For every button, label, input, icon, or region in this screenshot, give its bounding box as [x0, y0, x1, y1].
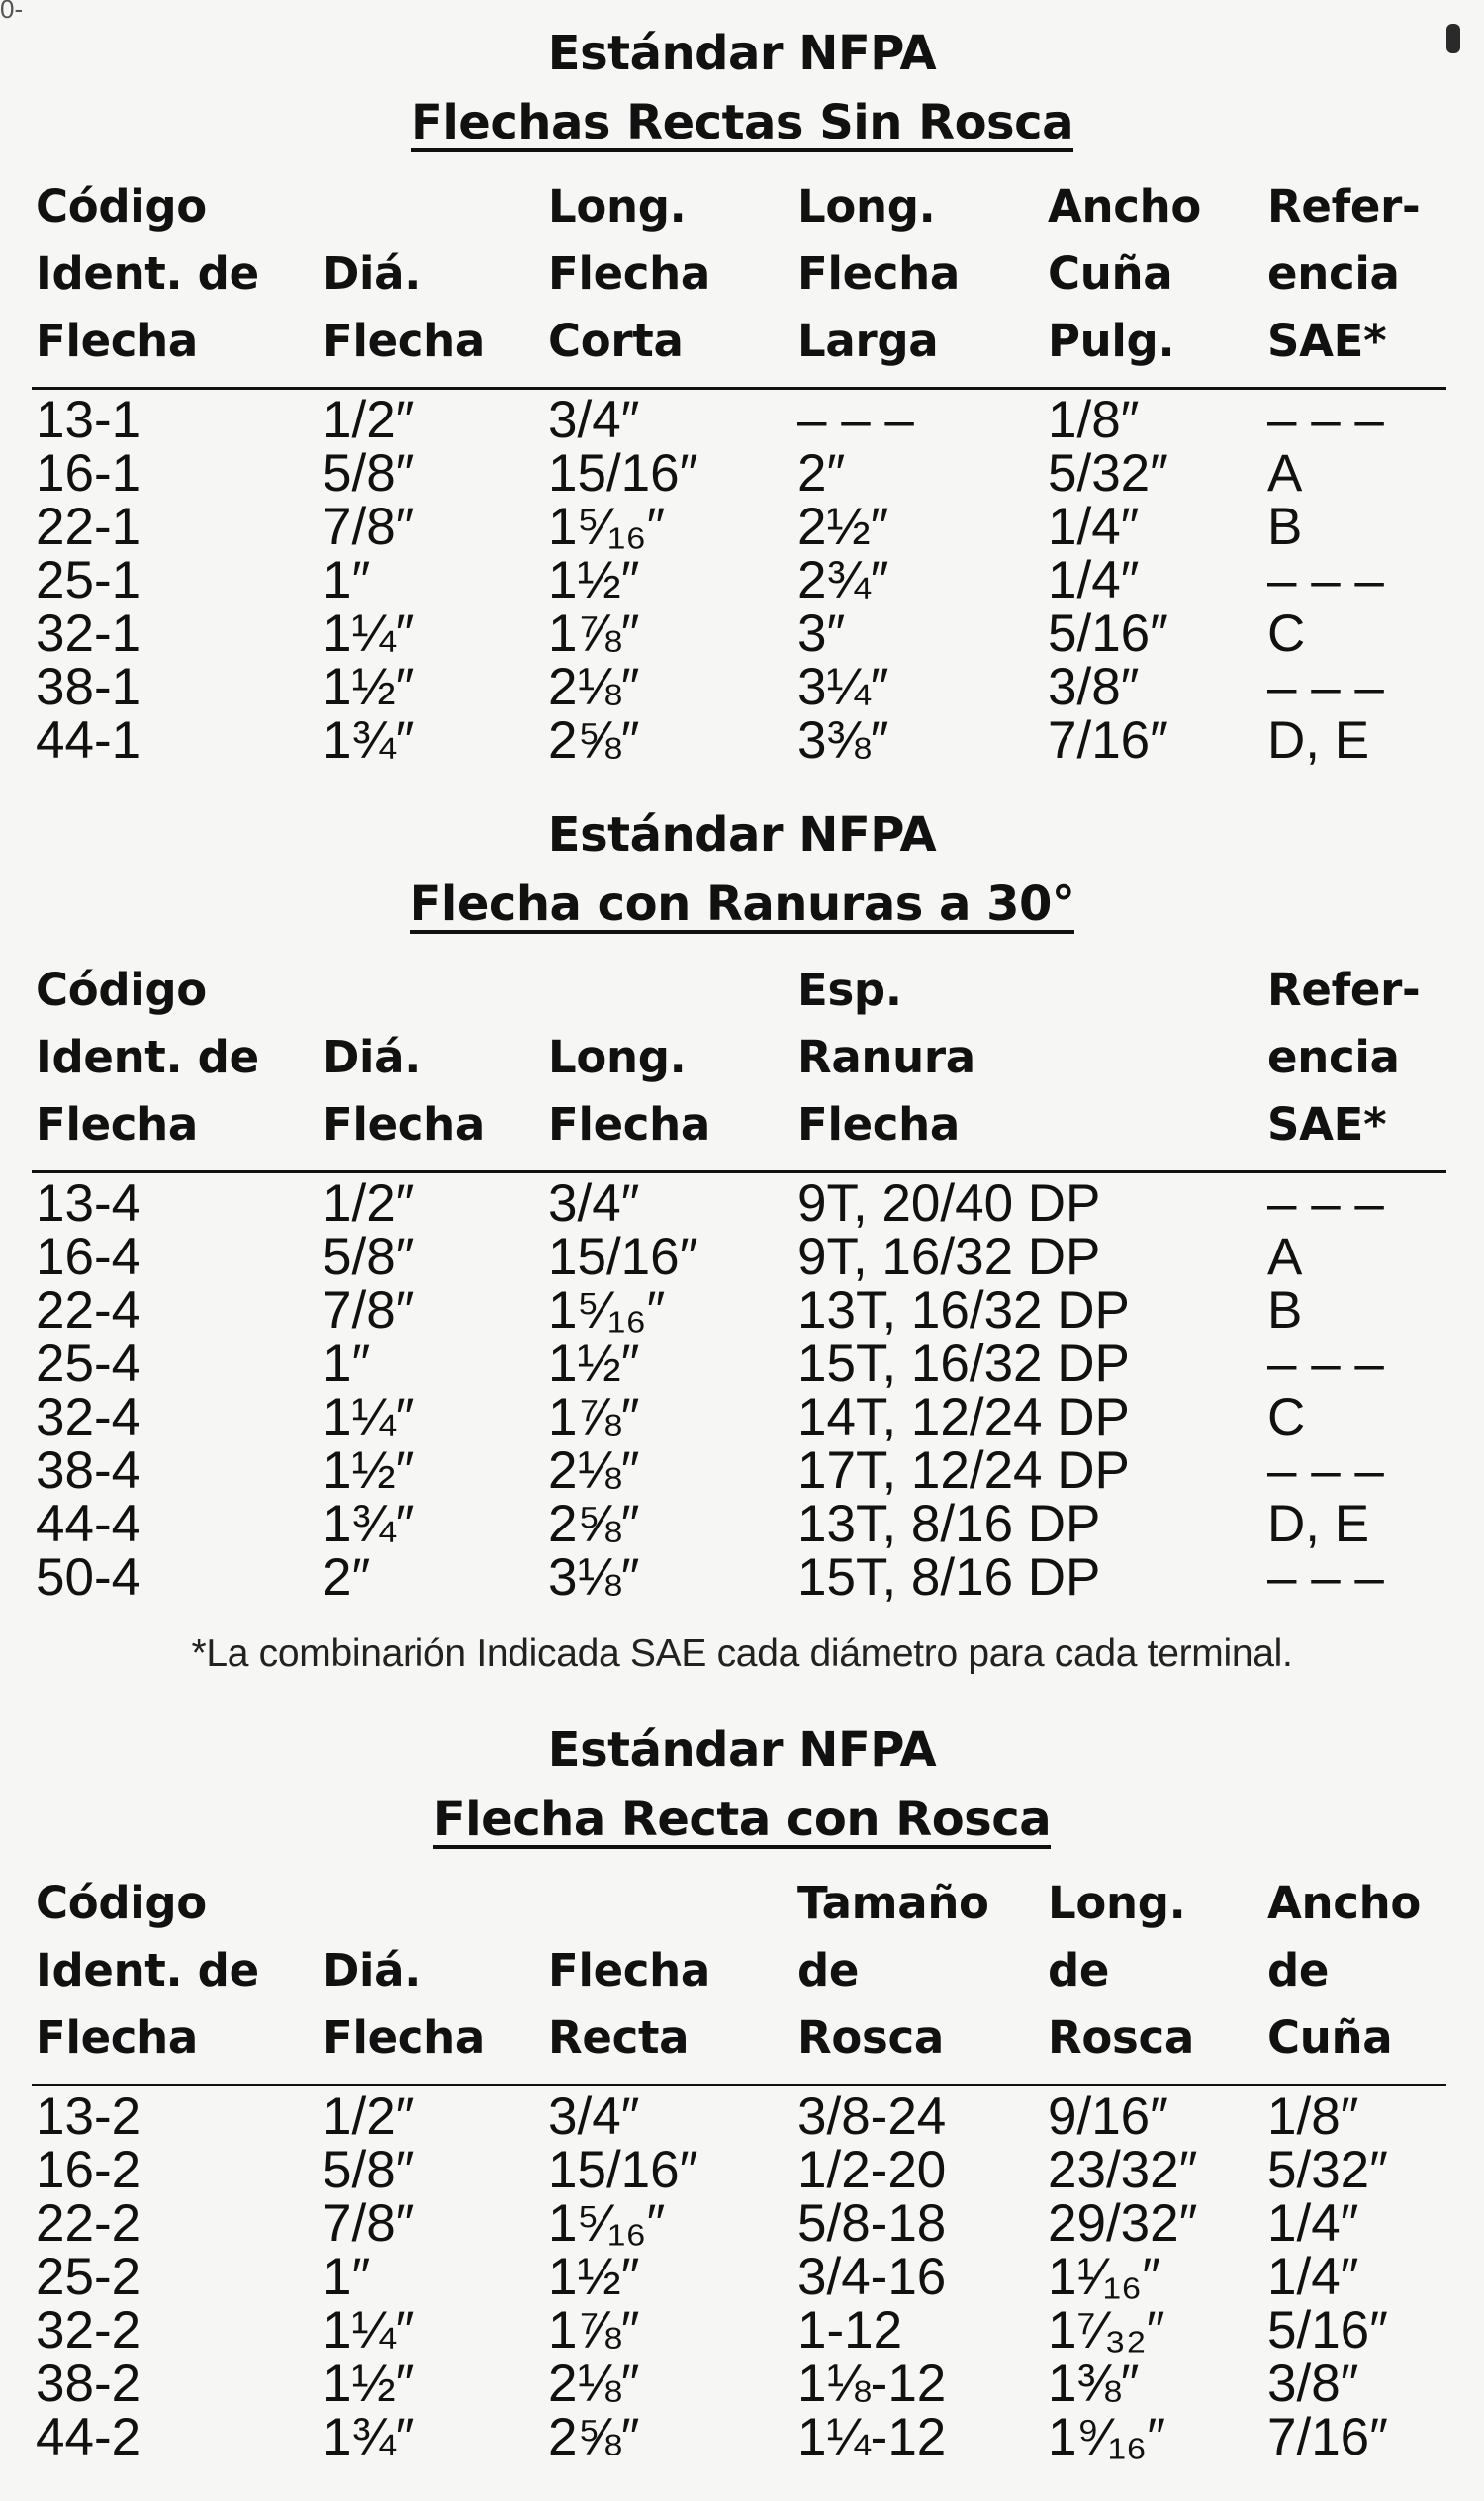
cell-length: 1⅞″ [548, 1388, 640, 1446]
col-header-length: Long. Flecha [544, 957, 793, 1172]
cell-straight-length: 1½″ [548, 2248, 640, 2306]
cell-key-width: 5/32″ [1267, 2141, 1388, 2199]
cell-thread-size: 3/4-16 [797, 2248, 947, 2306]
cell-code: 44-2 [36, 2408, 141, 2466]
cell-sae-reference: D, E [1267, 711, 1370, 770]
cell-key-width: 1/4″ [1267, 2248, 1359, 2306]
cell-sae-reference: A [1267, 1228, 1303, 1286]
table-row [32, 1551, 1446, 1605]
cell-long-length: 2½″ [797, 498, 889, 556]
cell-thread-size: 3/8-24 [797, 2087, 947, 2146]
col-header-long-length: Long. Flecha Larga [793, 173, 1044, 389]
cell-short-length: 3/4″ [548, 391, 640, 449]
cell-code: 32-4 [36, 1388, 141, 1446]
cell-code: 13-2 [36, 2087, 141, 2146]
section-subtitle: Flechas Rectas Sin Rosca [411, 95, 1073, 150]
cell-key-width: 5/16″ [1048, 604, 1168, 663]
cell-spline-spec: 13T, 8/16 DP [797, 1495, 1101, 1553]
cell-long-length: 2″ [797, 444, 846, 503]
cell-code: 25-2 [36, 2248, 141, 2306]
section-title: Estándar NFPA [547, 1722, 937, 1778]
col-header-sae-reference: Refer- encia SAE* [1263, 173, 1446, 389]
section-title: Estándar NFPA [547, 807, 937, 863]
cell-code: 38-4 [36, 1441, 141, 1500]
section-subtitle: Flecha con Ranuras a 30° [409, 877, 1075, 932]
cell-length: 2⅛″ [548, 1441, 640, 1500]
cell-thread-size: 1⅛-12 [797, 2355, 947, 2413]
table-header-row [32, 173, 1446, 389]
cell-diameter: 7/8″ [323, 498, 415, 556]
cell-thread-length: 1⁹⁄₁₆″ [1048, 2408, 1166, 2466]
cell-thread-size: 1-12 [797, 2301, 903, 2360]
table-row [32, 1231, 1446, 1284]
cell-key-width: 1/8″ [1267, 2087, 1359, 2146]
cell-diameter: 1¾″ [323, 1495, 415, 1553]
footnote: *La combinarión Indicada SAE cada diámetro para cada terminal. [191, 1632, 1293, 1675]
cell-code: 16-1 [36, 444, 141, 503]
cell-diameter: 2″ [323, 1548, 371, 1607]
cell-diameter: 1/2″ [323, 2087, 415, 2146]
cell-spacer [1130, 1498, 1263, 1551]
col-header-code: Código Ident. de Flecha [32, 173, 319, 389]
table-row [32, 501, 1446, 554]
cell-code: 22-2 [36, 2194, 141, 2253]
cell-key-width: 1/4″ [1267, 2194, 1359, 2253]
cell-length: 1½″ [548, 1335, 640, 1393]
cell-key-width: 1/4″ [1048, 498, 1140, 556]
cell-long-length: 3″ [797, 604, 846, 663]
table-row [32, 389, 1446, 448]
cell-straight-length: 15/16″ [548, 2141, 698, 2199]
col-header-thread-size: Tamaño de Rosca [793, 1870, 1044, 2085]
cell-diameter: 1/2″ [323, 391, 415, 449]
cell-diameter: 1¾″ [323, 711, 415, 770]
cell-code: 22-4 [36, 1281, 141, 1340]
cell-sae-reference: B [1267, 498, 1303, 556]
cell-key-width: 1/4″ [1048, 551, 1140, 609]
cell-length: 15/16″ [548, 1228, 698, 1286]
cell-diameter: 1¼″ [323, 604, 415, 663]
cell-thread-length: 1¹⁄₁₆″ [1048, 2248, 1160, 2306]
cell-sae-reference: – – – [1267, 551, 1384, 609]
cell-diameter: 1¾″ [323, 2408, 415, 2466]
cell-long-length: 3¼″ [797, 658, 889, 716]
table-row [32, 1284, 1446, 1338]
cell-spline-spec: 15T, 8/16 DP [797, 1548, 1101, 1607]
col-header-short-length: Long. Flecha Corta [544, 173, 793, 389]
cell-code: 22-1 [36, 498, 141, 556]
section-straight-threaded [0, 1722, 1484, 1865]
cell-straight-length: 2⅛″ [548, 2355, 640, 2413]
col-header-key-width: Ancho de Cuña [1263, 1870, 1446, 2085]
cell-key-width: 5/16″ [1267, 2301, 1388, 2360]
cell-spacer [1130, 1231, 1263, 1284]
table-row [32, 2144, 1446, 2197]
cell-spacer [1130, 1338, 1263, 1391]
cell-thread-size: 1¼-12 [797, 2408, 947, 2466]
cell-code: 16-4 [36, 1228, 141, 1286]
cell-thread-length: 1⁷⁄₃₂″ [1048, 2301, 1165, 2360]
cell-thread-length: 9/16″ [1048, 2087, 1168, 2146]
cell-code: 50-4 [36, 1548, 141, 1607]
cell-thread-length: 29/32″ [1048, 2194, 1198, 2253]
cell-key-width: 7/16″ [1267, 2408, 1388, 2466]
cell-length: 3/4″ [548, 1174, 640, 1233]
cell-straight-length: 1⁵⁄₁₆″ [548, 2194, 666, 2253]
cell-spacer [1130, 1551, 1263, 1605]
col-header-sae-reference: Refer- encia SAE* [1263, 957, 1446, 1172]
cell-spacer [1130, 1444, 1263, 1498]
cell-diameter: 1/2″ [323, 1174, 415, 1233]
cell-diameter: 7/8″ [323, 2194, 415, 2253]
cell-code: 38-2 [36, 2355, 141, 2413]
table-row [32, 2085, 1446, 2145]
cell-sae-reference: – – – [1267, 1174, 1384, 1233]
cell-long-length: 2¾″ [797, 551, 889, 609]
col-header-diameter: Diá. Flecha [319, 957, 544, 1172]
cell-key-width: 1/8″ [1048, 391, 1140, 449]
cell-sae-reference: B [1267, 1281, 1303, 1340]
table-row [32, 2358, 1446, 2411]
cell-spacer [1130, 1284, 1263, 1338]
cell-code: 44-4 [36, 1495, 141, 1553]
cell-sae-reference: C [1267, 1388, 1306, 1446]
cell-short-length: 1⁵⁄₁₆″ [548, 498, 666, 556]
cell-key-width: 7/16″ [1048, 711, 1168, 770]
cell-diameter: 1¼″ [323, 2301, 415, 2360]
cell-short-length: 1½″ [548, 551, 640, 609]
cell-diameter: 5/8″ [323, 444, 415, 503]
table-row [32, 1498, 1446, 1551]
cell-diameter: 7/8″ [323, 1281, 415, 1340]
cell-sae-reference: A [1267, 444, 1303, 503]
col-header-key-width: Ancho Cuña Pulg. [1044, 173, 1263, 389]
table-row [32, 554, 1446, 607]
table-row [32, 2251, 1446, 2304]
cell-spline-spec: 14T, 12/24 DP [797, 1388, 1130, 1446]
cell-length: 1⁵⁄₁₆″ [548, 1281, 666, 1340]
cell-key-width: 3/8″ [1048, 658, 1140, 716]
table-row [32, 1338, 1446, 1391]
cell-thread-length: 1⅜″ [1048, 2355, 1140, 2413]
cell-straight-length: 3/4″ [548, 2087, 640, 2146]
cell-thread-size: 5/8-18 [797, 2194, 947, 2253]
col-header-thread-length: Long. de Rosca [1044, 1870, 1263, 2085]
table-splined-30deg [32, 957, 1446, 1605]
cell-straight-length: 1⅞″ [548, 2301, 640, 2360]
cell-code: 16-2 [36, 2141, 141, 2199]
cell-spline-spec: 13T, 16/32 DP [797, 1281, 1130, 1340]
cell-diameter: 1¼″ [323, 1388, 415, 1446]
cell-sae-reference: C [1267, 604, 1306, 663]
cell-straight-length: 2⅝″ [548, 2408, 640, 2466]
cell-sae-reference: – – – [1267, 1441, 1384, 1500]
table-header-row [32, 1870, 1446, 2085]
cell-key-width: 3/8″ [1267, 2355, 1359, 2413]
cell-code: 25-4 [36, 1335, 141, 1393]
cell-spline-spec: 9T, 20/40 DP [797, 1174, 1101, 1233]
cell-spline-spec: 15T, 16/32 DP [797, 1335, 1130, 1393]
cell-code: 38-1 [36, 658, 141, 716]
page-marker: 0- [0, 0, 24, 24]
cell-diameter: 5/8″ [323, 2141, 415, 2199]
table-row [32, 2411, 1446, 2464]
cell-diameter: 1½″ [323, 2355, 415, 2413]
table-row [32, 607, 1446, 661]
col-header-straight-length: Flecha Recta [544, 1870, 793, 2085]
cell-length: 2⅝″ [548, 1495, 640, 1553]
cell-sae-reference: D, E [1267, 1495, 1370, 1553]
cell-short-length: 1⅞″ [548, 604, 640, 663]
cell-short-length: 2⅝″ [548, 711, 640, 770]
cell-long-length: 3⅜″ [797, 711, 889, 770]
cell-short-length: 15/16″ [548, 444, 698, 503]
table-row [32, 661, 1446, 714]
table-row [32, 2197, 1446, 2251]
cell-diameter: 1″ [323, 551, 371, 609]
table-straight-threaded [32, 1870, 1446, 2464]
cell-spline-spec: 9T, 16/32 DP [797, 1228, 1101, 1286]
cell-diameter: 5/8″ [323, 1228, 415, 1286]
cell-diameter: 1½″ [323, 658, 415, 716]
section-title: Estándar NFPA [547, 26, 937, 81]
col-header-diameter: Diá. Flecha [319, 1870, 544, 2085]
cell-long-length: – – – [797, 391, 914, 449]
cell-spacer [1130, 1391, 1263, 1444]
cell-length: 3⅛″ [548, 1548, 640, 1607]
table-row [32, 1391, 1446, 1444]
cell-sae-reference: – – – [1267, 391, 1384, 449]
table-row [32, 1172, 1446, 1232]
cell-short-length: 2⅛″ [548, 658, 640, 716]
cell-sae-reference: – – – [1267, 1548, 1384, 1607]
col-header-spacer [1130, 957, 1263, 1172]
cell-spline-spec: 17T, 12/24 DP [797, 1441, 1130, 1500]
cell-code: 25-1 [36, 551, 141, 609]
cell-key-width: 5/32″ [1048, 444, 1168, 503]
section-straight-unthreaded [0, 26, 1484, 168]
col-header-diameter: Diá. Flecha [319, 173, 544, 389]
table-row [32, 2304, 1446, 2358]
cell-diameter: 1½″ [323, 1441, 415, 1500]
cell-code: 44-1 [36, 711, 141, 770]
table-straight-unthreaded [32, 173, 1446, 768]
cell-sae-reference: – – – [1267, 658, 1384, 716]
table-row [32, 447, 1446, 501]
section-splined-30deg [0, 807, 1484, 950]
cell-code: 32-1 [36, 604, 141, 663]
col-header-code: Código Ident. de Flecha [32, 957, 319, 1172]
cell-sae-reference: – – – [1267, 1335, 1384, 1393]
cell-thread-length: 23/32″ [1048, 2141, 1198, 2199]
table-row [32, 1444, 1446, 1498]
table-header-row [32, 957, 1446, 1172]
col-header-code: Código Ident. de Flecha [32, 1870, 319, 2085]
section-subtitle: Flecha Recta con Rosca [432, 1792, 1052, 1847]
cell-code: 13-1 [36, 391, 141, 449]
cell-code: 32-2 [36, 2301, 141, 2360]
cell-spacer [1130, 1172, 1263, 1232]
cell-diameter: 1″ [323, 1335, 371, 1393]
cell-diameter: 1″ [323, 2248, 371, 2306]
col-header-spline-spec: Esp. Ranura Flecha [793, 957, 1130, 1172]
table-row [32, 714, 1446, 768]
cell-thread-size: 1/2-20 [797, 2141, 947, 2199]
cell-code: 13-4 [36, 1174, 141, 1233]
